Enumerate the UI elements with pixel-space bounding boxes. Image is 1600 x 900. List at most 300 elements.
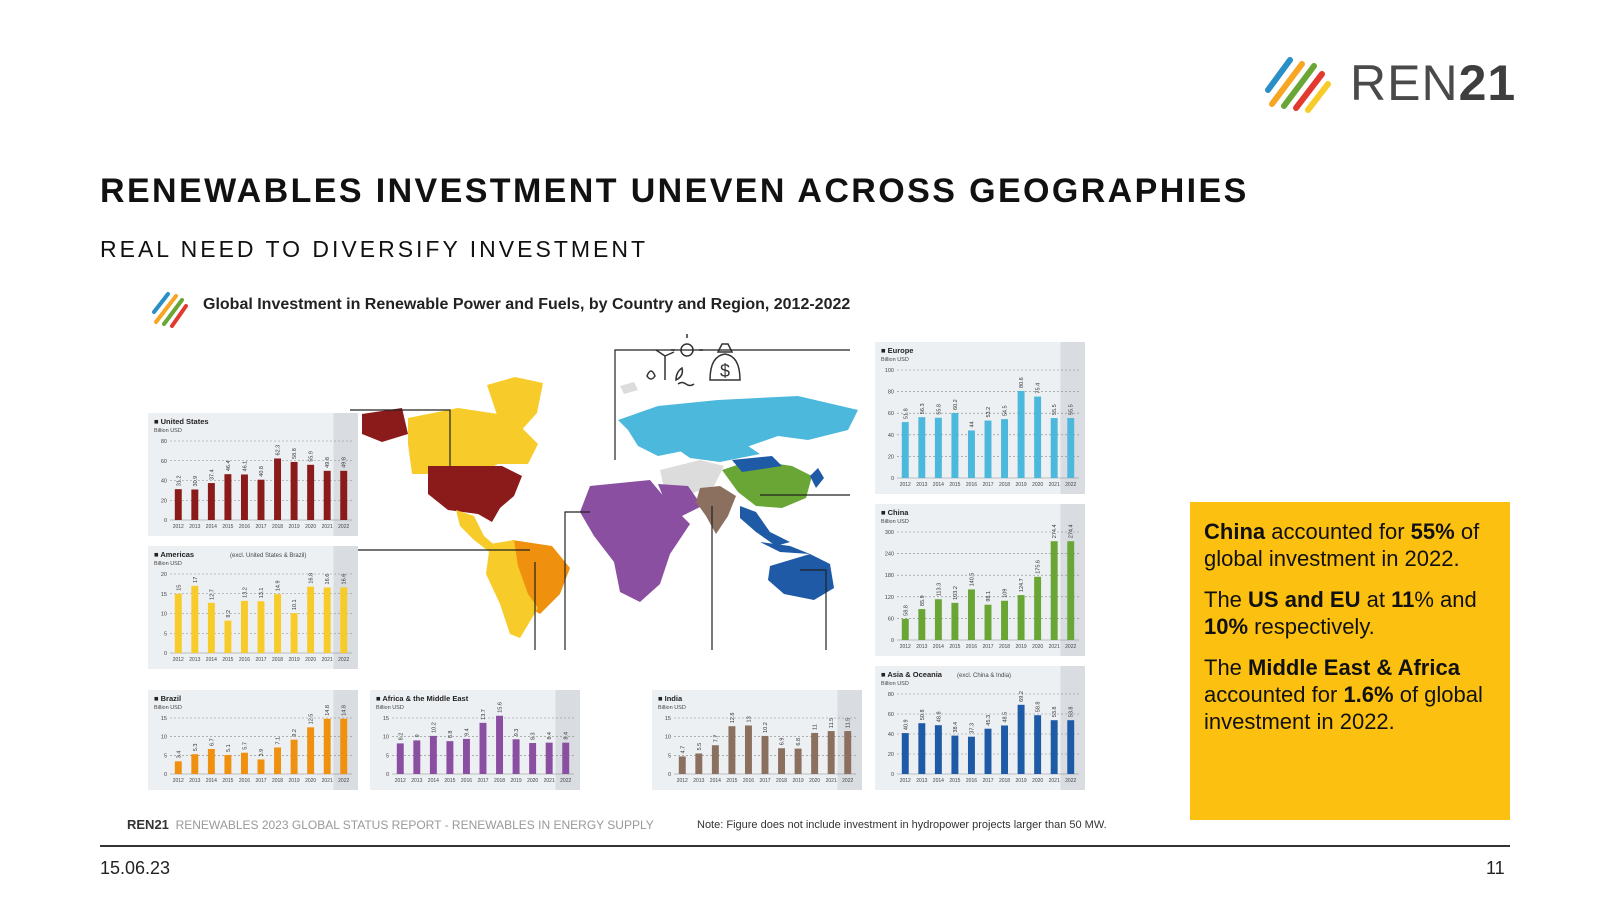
data-label-asia-2021: 53.8 [1052,706,1059,718]
map-alaska [362,408,408,442]
bar-americas-2019 [291,613,298,653]
panel-europe [875,342,1085,494]
x-tick-asia-2020: 2020 [1032,778,1044,784]
bar-india-2016 [745,725,752,774]
bar-us-2021 [324,471,331,520]
data-label-us-2012: 31.2 [176,475,183,487]
x-tick-africa-2015: 2015 [444,778,456,784]
y-tick-americas-0: 0 [163,651,167,657]
x-tick-africa-2021: 2021 [543,778,555,784]
data-label-europe-2022: 55.5 [1068,404,1075,416]
data-label-brazil-2019: 9.2 [292,728,299,737]
bar-india-2022 [844,731,851,774]
bar-china-2022 [1067,541,1074,640]
data-label-americas-2013: 17 [192,576,199,583]
finding-us-eu-text2: % and [1414,587,1477,612]
x-tick-americas-2012: 2012 [172,657,184,663]
data-label-africa-2021: 8.4 [547,731,554,740]
data-label-asia-2022: 53.8 [1068,706,1075,718]
logo-number: 21 [1458,55,1517,111]
bar-americas-2014 [208,603,215,653]
data-label-europe-2014: 55.8 [936,404,943,415]
data-label-africa-2015: 8.8 [447,730,454,739]
x-tick-americas-2022: 2022 [338,657,350,663]
data-label-europe-2016: 44 [969,421,976,428]
bar-brazil-2022 [340,719,347,774]
x-tick-americas-2016: 2016 [238,657,251,663]
y-tick-us-3: 60 [160,458,167,465]
bar-us-2017 [258,480,265,520]
footer-divider [100,845,1510,847]
bar-europe-2014 [935,418,942,478]
bar-china-2015 [951,603,958,640]
x-tick-europe-2021: 2021 [1048,482,1060,488]
y-tick-india-1: 5 [667,753,671,760]
data-label-us-2021: 49.8 [325,457,332,468]
finding-china-text1: accounted for [1265,519,1411,544]
bar-chart-brazil [148,690,358,790]
map-iceland [620,382,638,394]
x-tick-china-2013: 2013 [916,644,928,650]
x-tick-india-2018: 2018 [775,778,788,784]
data-label-africa-2014: 10.2 [431,722,438,733]
y-tick-brazil-0: 0 [163,772,167,778]
x-tick-us-2016: 2016 [238,524,251,530]
data-label-india-2015: 12.8 [729,712,736,724]
bar-india-2017 [762,736,769,774]
bar-brazil-2014 [208,749,215,774]
bar-india-2021 [828,731,835,774]
bar-americas-2012 [175,594,182,653]
bar-asia-2016 [968,737,975,774]
bar-india-2015 [728,726,735,774]
map-indonesia [760,542,810,554]
finding-mea-text1: accounted for [1204,682,1344,707]
finding-us-eu-text3: respectively. [1248,614,1375,639]
bar-us-2022 [340,471,347,520]
data-label-us-2020: 55.9 [308,451,315,462]
bar-americas-2017 [258,601,265,653]
figure-source [127,817,654,832]
figure-title: Global Investment in Renewable Power and Fuels, by Country and Region, 2012-2022 [203,296,851,313]
y-tick-asia-1: 20 [887,752,894,758]
bar-chart-africa [370,690,580,790]
x-tick-us-2022: 2022 [338,524,350,530]
chart-title-china: ■ China [881,508,909,517]
x-tick-india-2019: 2019 [792,778,804,784]
ren21-wordmark [1350,54,1516,112]
y-tick-china-3: 180 [884,573,894,580]
footer-date: 15.06.23 [100,858,171,878]
y-tick-china-5: 300 [884,530,894,536]
x-tick-india-2022: 2022 [842,778,854,784]
y-tick-brazil-1: 5 [163,753,167,760]
figure-note: Note: Figure does not include investment in hydropower projects larger than 50 MW. [697,819,1107,831]
x-tick-europe-2022: 2022 [1065,482,1077,488]
data-label-china-2017: 98.1 [986,590,992,602]
bar-brazil-2019 [291,740,298,774]
y-tick-asia-0: 0 [890,772,894,778]
bar-europe-2022 [1067,418,1074,478]
x-tick-africa-2018: 2018 [493,778,506,784]
x-tick-india-2016: 2016 [742,778,755,784]
x-tick-china-2020: 2020 [1032,644,1044,650]
data-label-asia-2017: 45.3 [986,714,992,726]
x-tick-americas-2019: 2019 [288,657,300,663]
x-tick-brazil-2018: 2018 [271,778,284,784]
energy-icons [647,334,740,386]
bar-india-2014 [712,745,719,774]
data-label-china-2013: 85.9 [919,595,926,607]
y-tick-us-4: 80 [160,439,167,445]
data-label-africa-2013: 9 [414,734,421,738]
x-tick-europe-2016: 2016 [965,482,978,488]
bar-india-2013 [695,753,702,774]
data-label-india-2017: 10.2 [763,722,769,733]
panel-americas [148,546,358,669]
y-tick-europe-1: 20 [887,454,894,461]
data-label-india-2013: 5.5 [696,742,703,751]
chart-title-note-americas: (excl. United States & Brazil) [230,553,307,559]
bar-india-2020 [811,733,818,774]
x-tick-asia-2016: 2016 [965,778,978,784]
x-tick-brazil-2014: 2014 [205,778,217,784]
data-label-asia-2020: 58.8 [1035,701,1042,713]
panel-china [875,504,1085,656]
chart-title-asia: ■ Asia & Oceania [881,670,942,679]
x-tick-africa-2022: 2022 [560,778,572,784]
x-tick-europe-2017: 2017 [982,482,994,488]
data-label-us-2018: 62.3 [275,444,282,456]
bar-asia-2012 [902,733,909,774]
x-tick-brazil-2013: 2013 [189,778,201,784]
bar-europe-2019 [1018,391,1025,478]
bar-europe-2013 [918,417,925,478]
ren21-stripes-icon [1262,50,1334,114]
y-tick-india-2: 10 [664,734,671,741]
bar-americas-2018 [274,594,281,653]
finding-us-eu-text1: at [1360,587,1392,612]
key-findings-callout [1190,502,1510,820]
bar-us-2013 [191,489,198,520]
bar-china-2013 [918,609,925,640]
x-tick-brazil-2016: 2016 [238,778,251,784]
data-label-china-2019: 124.7 [1019,578,1026,593]
x-tick-india-2017: 2017 [759,778,771,784]
data-label-brazil-2015: 5.1 [225,744,232,752]
data-label-india-2022: 11.5 [845,717,852,729]
source-text: RENEWABLES 2023 GLOBAL STATUS REPORT - RENEWABLES IN ENERGY SUPPLY [175,818,654,832]
data-label-americas-2022: 16.6 [341,573,348,585]
data-label-us-2014: 37.4 [209,469,216,481]
page-subtitle: REAL NEED TO DIVERSIFY INVESTMENT [100,236,649,262]
x-tick-india-2012: 2012 [676,778,688,784]
x-tick-us-2017: 2017 [255,524,267,530]
finding-mea [1204,654,1496,735]
bar-chart-china [875,504,1085,656]
bar-brazil-2021 [324,719,331,774]
data-label-americas-2019: 10.1 [292,599,299,611]
chart-title-africa: ■ Africa & the Middle East [376,694,469,703]
y-tick-europe-2: 40 [887,432,894,439]
bar-americas-2020 [307,587,314,653]
x-tick-brazil-2022: 2022 [338,778,350,784]
y-tick-europe-3: 60 [887,411,894,418]
y-tick-china-4: 240 [884,551,894,558]
data-label-europe-2020: 75.4 [1035,382,1042,394]
bar-africa-2013 [413,740,420,774]
x-tick-us-2018: 2018 [271,524,284,530]
x-tick-china-2016: 2016 [965,644,978,650]
finding-eu-share: 10% [1204,614,1249,639]
bar-europe-2016 [968,430,975,478]
bar-africa-2016 [463,739,470,774]
x-tick-us-2015: 2015 [222,524,234,530]
data-label-china-2020: 175.6 [1035,560,1042,574]
x-tick-asia-2012: 2012 [899,778,911,784]
x-tick-us-2013: 2013 [189,524,201,530]
data-label-brazil-2017: 3.9 [259,748,265,757]
x-tick-europe-2013: 2013 [916,482,928,488]
x-tick-china-2021: 2021 [1048,644,1060,650]
bar-europe-2018 [1001,419,1008,478]
data-label-china-2014: 113.3 [936,582,943,597]
x-tick-africa-2014: 2014 [427,778,439,784]
data-label-africa-2017: 13.7 [481,709,487,720]
y-tick-asia-2: 40 [887,732,894,738]
y-tick-africa-1: 5 [385,753,389,760]
chart-unit-americas: Billion USD [154,561,182,567]
finding-us-eu-text0: The [1204,587,1249,612]
bar-africa-2019 [513,739,520,774]
panel-africa-middle-east [370,690,580,790]
bar-brazil-2013 [191,754,198,774]
data-label-china-2016: 140.5 [969,572,976,587]
x-tick-europe-2019: 2019 [1015,482,1027,488]
data-label-us-2017: 40.8 [259,465,265,477]
finding-us-eu-subject: US and EU [1248,587,1361,612]
x-tick-africa-2020: 2020 [527,778,539,784]
chart-unit-africa: Billion USD [376,705,404,711]
data-label-brazil-2016: 5.7 [242,742,249,750]
chart-title-note-asia: (excl. China & India) [957,673,1012,679]
x-tick-china-2022: 2022 [1065,644,1077,650]
bar-chart-us [148,413,358,536]
y-tick-china-2: 120 [884,594,894,601]
bar-brazil-2015 [224,755,231,774]
data-label-india-2019: 6.8 [796,737,803,746]
bar-africa-2021 [546,743,553,774]
data-label-americas-2012: 15 [176,584,183,591]
data-label-africa-2012: 8.2 [398,732,405,741]
data-label-africa-2018: 15.6 [497,702,504,713]
panel-india [652,690,862,790]
bar-asia-2022 [1067,720,1074,774]
data-label-india-2016: 13 [746,716,753,723]
bar-europe-2015 [951,413,958,478]
ren21-figure-icon [150,290,190,330]
x-tick-us-2014: 2014 [205,524,217,530]
logo-text: REN [1350,55,1459,111]
data-label-us-2022: 49.8 [341,457,348,468]
x-tick-asia-2018: 2018 [998,778,1011,784]
data-label-asia-2012: 40.9 [903,719,910,731]
bar-asia-2018 [1001,726,1008,775]
y-tick-india-0: 0 [667,772,671,778]
bar-china-2018 [1001,601,1008,640]
bar-brazil-2016 [241,753,248,774]
data-label-africa-2016: 9.4 [464,728,471,736]
x-tick-africa-2013: 2013 [411,778,423,784]
data-label-india-2020: 11 [812,724,819,730]
data-label-india-2012: 4.7 [680,745,687,754]
data-label-india-2021: 11.5 [829,717,836,729]
y-tick-europe-0: 0 [890,476,894,482]
data-label-africa-2022: 8.4 [563,731,570,740]
bar-asia-2019 [1018,705,1025,774]
x-tick-europe-2012: 2012 [899,482,911,488]
y-tick-americas-1: 5 [163,631,167,638]
bar-americas-2015 [224,621,231,653]
data-label-china-2018: 109 [1002,588,1009,598]
bar-brazil-2020 [307,727,314,774]
y-tick-africa-2: 10 [382,734,389,741]
chart-title-india: ■ India [658,694,683,703]
data-label-us-2019: 58.8 [292,448,299,459]
x-tick-brazil-2017: 2017 [255,778,267,784]
data-label-europe-2018: 54.5 [1002,405,1009,417]
bar-brazil-2017 [258,759,265,774]
x-tick-africa-2016: 2016 [460,778,473,784]
y-tick-americas-3: 15 [160,591,167,598]
x-tick-americas-2014: 2014 [205,657,217,663]
data-label-china-2015: 103.2 [952,586,959,600]
bar-china-2012 [902,619,909,640]
data-label-americas-2016: 13.2 [242,587,249,598]
bar-chart-europe [875,342,1085,494]
bar-india-2012 [679,756,686,774]
x-tick-brazil-2021: 2021 [321,778,333,784]
bar-europe-2017 [985,421,992,478]
bar-asia-2014 [935,725,942,774]
x-tick-india-2014: 2014 [709,778,721,784]
x-tick-europe-2020: 2020 [1032,482,1044,488]
x-tick-americas-2020: 2020 [305,657,317,663]
bar-europe-2020 [1034,397,1041,478]
data-label-europe-2021: 55.5 [1052,404,1059,416]
x-tick-africa-2012: 2012 [394,778,406,784]
finding-mea-share: 1.6% [1343,682,1394,707]
data-label-americas-2017: 13.1 [259,587,265,599]
x-tick-europe-2014: 2014 [932,482,944,488]
panel-united-states [148,413,358,536]
y-tick-china-0: 0 [890,638,894,644]
x-tick-us-2020: 2020 [305,524,317,530]
data-label-us-2015: 46.4 [225,460,232,472]
y-tick-europe-4: 80 [887,389,894,396]
data-label-china-2021: 274.4 [1052,524,1059,539]
finding-us-eu [1204,586,1496,640]
bar-china-2019 [1018,595,1025,640]
map-australia [768,554,834,600]
x-tick-china-2014: 2014 [932,644,944,650]
y-tick-brazil-3: 15 [160,716,167,722]
x-tick-americas-2021: 2021 [321,657,333,663]
bar-europe-2012 [902,422,909,478]
bar-asia-2015 [951,736,958,774]
x-tick-asia-2014: 2014 [932,778,944,784]
bar-china-2021 [1051,541,1058,640]
finding-china-text2: of global investment in 2022. [1204,519,1480,571]
x-tick-asia-2013: 2013 [916,778,928,784]
bar-us-2015 [224,474,231,520]
bar-us-2014 [208,483,215,520]
y-tick-us-0: 0 [163,518,167,524]
x-tick-india-2020: 2020 [809,778,821,784]
y-tick-china-1: 60 [887,616,894,623]
data-label-brazil-2012: 3.4 [176,750,183,759]
x-tick-europe-2018: 2018 [998,482,1011,488]
finding-china [1204,518,1496,572]
y-tick-americas-4: 20 [160,572,167,578]
finding-us-share: 11 [1391,587,1415,612]
x-tick-asia-2017: 2017 [982,778,994,784]
x-tick-americas-2017: 2017 [255,657,267,663]
data-label-brazil-2014: 6.7 [209,738,216,746]
x-tick-us-2019: 2019 [288,524,300,530]
chart-title-brazil: ■ Brazil [154,694,182,703]
data-label-europe-2017: 53.2 [986,406,992,418]
chart-title-us: ■ United States [154,417,209,426]
x-tick-china-2015: 2015 [949,644,961,650]
x-tick-africa-2019: 2019 [510,778,522,784]
x-tick-brazil-2015: 2015 [222,778,234,784]
bar-africa-2018 [496,716,503,774]
chart-unit-us: Billion USD [154,428,182,434]
data-label-europe-2013: 56.3 [919,403,926,415]
map-usa [428,466,522,522]
bar-africa-2020 [529,743,536,774]
x-tick-china-2012: 2012 [899,644,911,650]
x-tick-brazil-2019: 2019 [288,778,300,784]
data-label-asia-2013: 50.8 [919,709,926,721]
bar-us-2012 [175,489,182,520]
panel-asia-oceania [875,666,1085,790]
x-tick-india-2015: 2015 [726,778,738,784]
bar-china-2016 [968,589,975,640]
bar-us-2018 [274,458,281,520]
data-label-asia-2016: 37.3 [969,722,976,734]
bar-americas-2021 [324,587,331,653]
x-tick-us-2012: 2012 [172,524,184,530]
y-tick-asia-4: 80 [887,692,894,698]
y-tick-us-1: 20 [160,498,167,505]
chart-unit-europe: Billion USD [881,357,909,363]
bar-china-2017 [985,605,992,640]
data-label-us-2016: 46.1 [242,460,249,472]
chart-unit-asia: Billion USD [881,681,909,687]
bar-asia-2013 [918,723,925,774]
bar-africa-2012 [397,743,404,774]
finding-china-share: 55% [1410,519,1455,544]
bar-americas-2013 [191,586,198,653]
bar-china-2014 [935,599,942,640]
data-label-china-2012: 58.8 [903,605,910,616]
world-map [340,330,890,650]
finding-mea-text0: The [1204,655,1249,680]
bar-india-2019 [795,749,802,774]
bar-asia-2017 [985,729,992,774]
